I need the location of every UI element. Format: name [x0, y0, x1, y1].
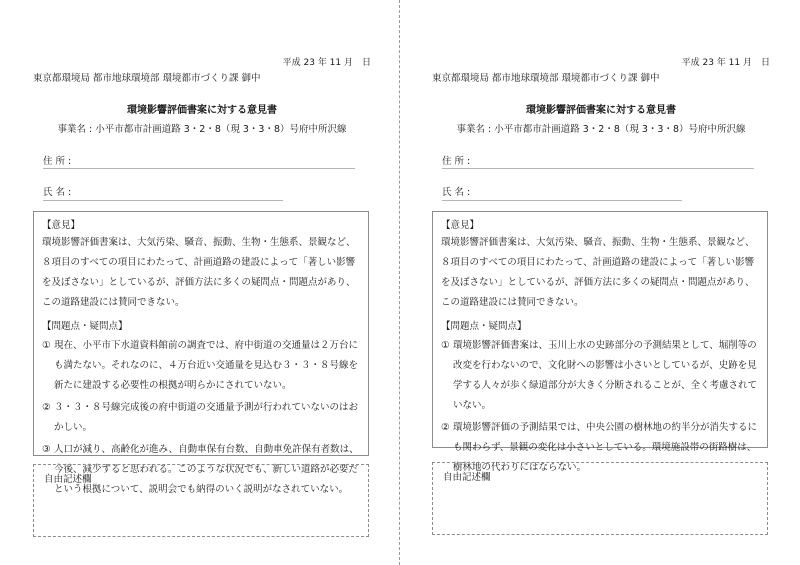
- address-label: 住 所 :: [43, 156, 72, 167]
- issue-text: 環境影響評価書案は、玉川上水の史跡部分の予測結果として、堀削等の改変を行わないので、文化財への影響は小さいとしているが、史跡を見学する人々が歩く緑道部分が大きく分断されることが、全く考慮されていない。: [453, 340, 758, 411]
- issue-item: [441, 336, 759, 416]
- opinion-text: 環境影響評価書案は、大気汚染、騒音、振動、生物・生態系、景観など、８項目のすべての項目にわたって、計画道路の建設によって「著しい影響を及ぼさない」としているが、評価方法に多くの疑問点・問題点があり、この道路建設には賛同できない。: [42, 237, 356, 308]
- issue-number: ①: [441, 340, 450, 351]
- form-title: 環境影響評価書案に対する意見書: [127, 105, 277, 116]
- issues-heading: 【問題点・疑問点】: [441, 321, 527, 332]
- free-comment-box[interactable]: [33, 464, 369, 537]
- issue-number: ②: [42, 402, 51, 413]
- issue-text: 人口が減り、高齢化が進み、自動車保有台数、自動車免許保有者数は、今後、減少すると思われる。このような状況でも、新しい道路が必要だという根拠について、説明会でも納得のいく説明がなされていない。: [54, 444, 359, 495]
- cut-line-divider: [399, 0, 400, 565]
- opinion-heading: 【意見】: [441, 220, 480, 231]
- address-line[interactable]: [43, 168, 355, 169]
- opinion-heading: 【意見】: [42, 220, 81, 231]
- date-line: 平成 23 年 11 月 日: [681, 58, 770, 68]
- address-line[interactable]: [442, 168, 754, 169]
- issue-item: [42, 398, 360, 438]
- address-label: 住 所 :: [442, 156, 471, 167]
- project-name: 事業名 : 小平市都市計画道路 3・2・8（現 3・3・8）号府中所沢線: [57, 124, 347, 135]
- form-title: 環境影響評価書案に対する意見書: [526, 105, 676, 116]
- name-line[interactable]: [442, 200, 682, 201]
- addressee: 東京都環境局 都市地球環境部 環境都市づくり課 御中: [33, 73, 261, 84]
- issue-text: 現在、小平市下水道資料館前の調査では、府中街道の交通量は２万台にも満たない。それなのに、４万台近い交通量を見込む３・３・８号線を新たに建設する必要性の根拠が明らかにされていない。: [54, 340, 359, 391]
- opinion-box: [432, 211, 768, 473]
- opinion-text: 環境影響評価書案は、大気汚染、騒音、振動、生物・生態系、景観など、８項目のすべての項目にわたって、計画道路の建設によって「著しい影響を及ぼさない」としているが、評価方法に多くの疑問点・問題点があり、この道路建設には賛同できない。: [441, 237, 755, 308]
- opinion-form-right: [432, 0, 770, 565]
- name-line[interactable]: [43, 200, 283, 201]
- issue-text: ３・３・８号線完成後の府中街道の交通量予測が行われていないのはおかしい。: [54, 402, 359, 433]
- issue-number: ②: [441, 422, 450, 433]
- opinion-form-left: [33, 0, 371, 565]
- issue-number: ①: [42, 340, 51, 351]
- name-label: 氏 名 :: [442, 187, 471, 198]
- name-label: 氏 名 :: [43, 187, 72, 198]
- addressee: 東京都環境局 都市地球環境部 環境都市づくり課 御中: [432, 73, 660, 84]
- issues-heading: 【問題点・疑問点】: [42, 321, 128, 332]
- issue-item: [42, 336, 360, 396]
- free-comment-label: 自由記述欄: [443, 472, 491, 483]
- project-name: 事業名 : 小平市都市計画道路 3・2・8（現 3・3・8）号府中所沢線: [456, 124, 746, 135]
- free-comment-label: 自由記述欄: [44, 474, 92, 485]
- issue-text: 環境影響評価の予測結果では、中央公園の樹林地の約半分が消失するにも関わらず、景観の変化は小さいとしている。環境施設帯の街路樹は、樹林地の代わりにはならない。: [453, 422, 758, 473]
- issue-number: ③: [42, 444, 51, 455]
- date-line: 平成 23 年 11 月 日: [282, 58, 371, 68]
- free-comment-box[interactable]: [432, 462, 768, 535]
